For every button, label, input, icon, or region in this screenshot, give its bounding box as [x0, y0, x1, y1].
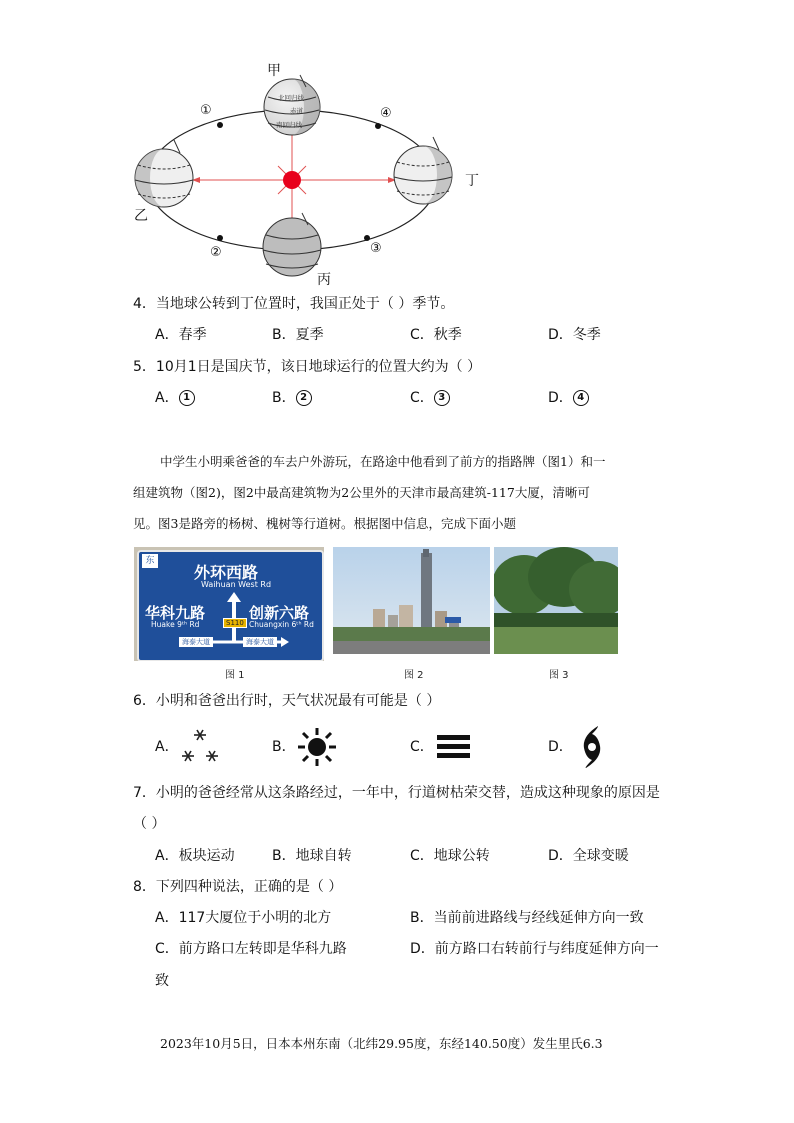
q5-option-b[interactable]: B． 2	[272, 388, 312, 408]
figure-3-trees-photo	[494, 547, 618, 654]
passage-line-1: 中学生小明乘爸爸的车去户外游玩，在路途中他看到了前方的指路牌（图1）和一	[160, 454, 606, 469]
fog-icon	[436, 733, 472, 761]
next-passage-line: 2023年10月5日，日本本州东南（北纬29.95度，东经140.50度）发生里氏6.3	[160, 1036, 603, 1051]
label-point-3: ③	[370, 241, 382, 256]
globe-ding	[394, 137, 452, 204]
label-point-1: ①	[200, 103, 212, 118]
circled-number: 1	[179, 390, 195, 406]
question-5-stem: 5．10月1日是国庆节，该日地球运行的位置大约为（ ）	[133, 359, 482, 375]
q7-option-b[interactable]: B．地球自转	[272, 848, 352, 864]
figure-2-skyline-photo	[333, 547, 490, 654]
label-yi: 乙	[134, 208, 148, 224]
passage-line-2: 组建筑物（图2)，图2中最高建筑物为2公里外的天津市最高建筑-117大厦，清晰可	[133, 485, 590, 500]
question-7-stem: 7．小明的爸爸经常从这条路经过，一年中，行道树枯荣交替，造成这种现象的原因是	[133, 785, 660, 801]
q8-option-b[interactable]: B．当前前进路线与经线延伸方向一致	[410, 910, 644, 926]
globe-jia	[264, 75, 320, 135]
q7-option-d[interactable]: D．全球变暖	[548, 848, 629, 864]
svg-text:赤道: 赤道	[290, 107, 303, 115]
svg-text:南回归线: 南回归线	[276, 121, 302, 129]
question-4-stem: 4．当地球公转到丁位置时，我国正处于（ ）季节。	[133, 296, 455, 312]
caption-fig-1: 图 1	[225, 670, 245, 681]
label-point-4: ④	[380, 106, 392, 121]
label-point-2: ②	[210, 245, 222, 260]
q4-option-a[interactable]: A．春季	[155, 327, 207, 343]
q5-option-a[interactable]: A． 1	[155, 388, 195, 408]
q6-option-a[interactable]: A．	[155, 739, 179, 755]
typhoon-icon	[576, 724, 608, 770]
sign-west-cn: 华科九路	[145, 604, 206, 622]
globe-yi	[135, 140, 193, 207]
q4-option-c[interactable]: C．秋季	[410, 327, 462, 343]
passage-line-3: 见。图3是路旁的杨树、槐树等行道树。根据图中信息，完成下面小题	[133, 516, 516, 531]
svg-text:北回归线: 北回归线	[278, 94, 304, 102]
sunny-icon	[297, 727, 337, 767]
question-6-stem: 6．小明和爸爸出行时，天气状况最有可能是（ ）	[133, 693, 441, 709]
label-jia: 甲	[267, 63, 281, 79]
circled-number: 4	[573, 390, 589, 406]
sign-east-en: Chuangxin 6ᵗʰ Rd	[249, 620, 314, 629]
trees-illustration	[494, 547, 618, 654]
label-bing: 丙	[317, 272, 331, 288]
figure-1-road-sign	[134, 547, 324, 661]
q4-option-d[interactable]: D．冬季	[548, 327, 601, 343]
sun-icon	[273, 161, 311, 199]
question-7-blank: （ ）	[133, 816, 166, 832]
skyline-illustration	[333, 547, 490, 654]
q5-option-d[interactable]: D． 4	[548, 388, 589, 408]
sign-right-road: 海泰大道	[243, 637, 277, 647]
q6-option-c[interactable]: C．	[410, 739, 434, 755]
globe-bing	[263, 213, 321, 276]
sign-left-road: 海泰大道	[179, 637, 213, 647]
snow-icon	[178, 726, 222, 766]
sign-north-cn: 外环西路	[194, 563, 259, 582]
q4-option-b[interactable]: B．夏季	[272, 327, 324, 343]
orbit-diagram	[120, 55, 500, 290]
orbit-diagram-svg	[120, 55, 500, 290]
q8-option-d[interactable]: D．前方路口右转前行与纬度延伸方向一	[410, 941, 659, 957]
question-8-stem: 8．下列四种说法，正确的是（ ）	[133, 879, 343, 895]
q8-option-a[interactable]: A．117大厦位于小明的北方	[155, 910, 332, 926]
q6-option-b[interactable]: B．	[272, 739, 296, 755]
q6-option-d[interactable]: D．	[548, 739, 573, 755]
orbit-point-4	[375, 123, 381, 129]
sign-north-en: Waihuan West Rd	[201, 580, 272, 589]
caption-fig-3: 图 3	[549, 670, 569, 681]
sign-east-cn: 创新六路	[249, 604, 310, 622]
caption-fig-2: 图 2	[404, 670, 424, 681]
sign-route-badge: S110	[223, 618, 247, 628]
sign-west-en: Huake 9ᵗʰ Rd	[151, 620, 200, 629]
q7-option-c[interactable]: C．地球公转	[410, 848, 490, 864]
circled-number: 2	[296, 390, 312, 406]
sign-corner: 东	[142, 554, 158, 568]
q7-option-a[interactable]: A．板块运动	[155, 848, 235, 864]
q5-option-c[interactable]: C． 3	[410, 388, 450, 408]
label-ding: 丁	[465, 173, 479, 189]
q8-option-c[interactable]: C．前方路口左转即是华科九路	[155, 941, 347, 957]
circled-number: 3	[434, 390, 450, 406]
q8-option-d-continued: 致	[155, 973, 169, 989]
orbit-point-1	[217, 122, 223, 128]
orbit-point-2	[217, 235, 223, 241]
